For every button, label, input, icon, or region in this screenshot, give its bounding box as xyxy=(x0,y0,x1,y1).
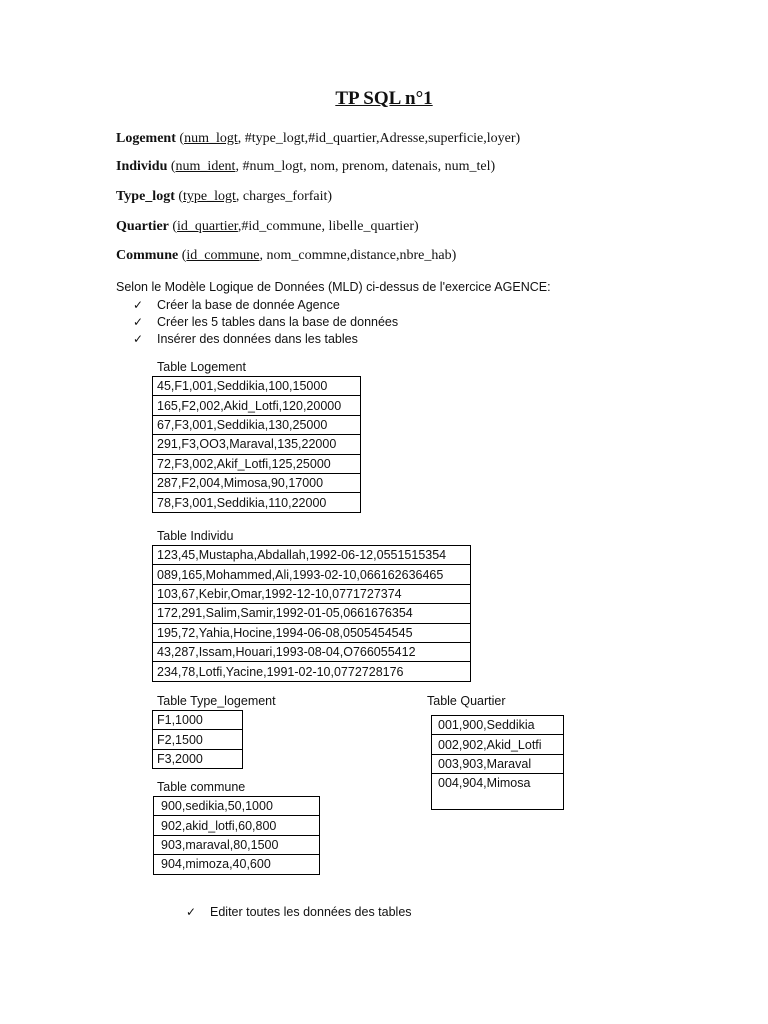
table-row xyxy=(153,565,471,584)
schema-quartier: Quartier (id_quartier,#id_commune, libelle_quartier) xyxy=(116,219,419,234)
table-row xyxy=(153,604,471,623)
task-label: Editer toutes les données des tables xyxy=(210,905,412,919)
task-label: Créer la base de donnée Agence xyxy=(157,297,340,312)
table-row xyxy=(154,835,320,854)
table-cell: 172,291,Salim,Samir,1992-01-05,0661676354 xyxy=(153,604,471,623)
primary-key: num_logt xyxy=(184,131,238,146)
table-row xyxy=(153,546,471,565)
table-cell: 195,72,Yahia,Hocine,1994-06-08,0505454545 xyxy=(153,623,471,642)
table-cell: 123,45,Mustapha,Abdallah,1992-06-12,0551515354 xyxy=(153,546,471,565)
task-list xyxy=(133,296,398,347)
task-item xyxy=(133,296,398,313)
table-row xyxy=(154,797,320,816)
table-cell: F3,2000 xyxy=(153,749,243,768)
table-row xyxy=(432,716,564,735)
table-cell: F2,1500 xyxy=(153,730,243,749)
table-row xyxy=(153,377,361,396)
table-commune-caption: Table commune xyxy=(157,780,246,794)
table-row xyxy=(153,662,471,681)
primary-key: id_quartier xyxy=(177,219,238,234)
table-row xyxy=(153,473,361,492)
relation-name: Logement xyxy=(116,131,176,146)
table-logement-caption: Table Logement xyxy=(157,360,246,374)
primary-key: id_commune xyxy=(186,248,260,263)
table-quartier-caption: Table Quartier xyxy=(427,694,506,708)
table-cell: 45,F1,001,Seddikia,100,15000 xyxy=(153,377,361,396)
table-row xyxy=(154,855,320,874)
relation-name: Quartier xyxy=(116,219,169,234)
table-cell: 903,maraval,80,1500 xyxy=(154,835,320,854)
table-row xyxy=(153,623,471,642)
final-task-item xyxy=(186,905,412,919)
task-item xyxy=(133,313,398,330)
table-cell: 900,sedikia,50,1000 xyxy=(154,797,320,816)
checkmark-icon: ✓ xyxy=(186,905,197,919)
table-cell: 287,F2,004,Mimosa,90,17000 xyxy=(153,473,361,492)
table-cell: 78,F3,001,Seddikia,110,22000 xyxy=(153,493,361,512)
table-row xyxy=(153,415,361,434)
schema-individu: Individu (num_ident, #num_logt, nom, prenom, datenais, num_tel) xyxy=(116,159,496,174)
table-commune xyxy=(153,796,320,875)
checkmark-icon: ✓ xyxy=(133,314,144,329)
table-cell: 165,F2,002,Akid_Lotfi,120,20000 xyxy=(153,396,361,415)
schema-commune: Commune (id_commune, nom_commne,distance,nbre_hab) xyxy=(116,248,457,263)
table-type-logement xyxy=(152,710,243,769)
table-row xyxy=(154,816,320,835)
table-row xyxy=(153,396,361,415)
primary-key: type_logt xyxy=(183,189,236,204)
table-row xyxy=(432,774,564,810)
table-cell: 003,903,Maraval xyxy=(432,754,564,773)
checkmark-icon: ✓ xyxy=(133,331,144,346)
table-individu xyxy=(152,545,471,682)
relation-name: Commune xyxy=(116,248,179,263)
table-cell: 001,900,Seddikia xyxy=(432,716,564,735)
table-cell: 004,904,Mimosa xyxy=(432,774,564,810)
table-quartier xyxy=(431,715,564,810)
primary-key: num_ident xyxy=(175,159,236,174)
table-row xyxy=(153,584,471,603)
table-row xyxy=(153,642,471,661)
table-row xyxy=(153,454,361,473)
table-cell: 904,mimoza,40,600 xyxy=(154,855,320,874)
table-cell: 089,165,Mohammed,Ali,1993-02-10,066162636465 xyxy=(153,565,471,584)
table-row xyxy=(432,754,564,773)
table-row xyxy=(153,749,243,768)
table-logement xyxy=(152,376,361,513)
task-label: Insérer des données dans les tables xyxy=(157,331,358,346)
schema-logement: Logement (num_logt, #type_logt,#id_quartier,Adresse,superficie,loyer) xyxy=(116,131,521,146)
table-cell: 902,akid_lotfi,60,800 xyxy=(154,816,320,835)
checkmark-icon: ✓ xyxy=(133,297,144,312)
table-row xyxy=(153,730,243,749)
page-title: TP SQL n°1 xyxy=(335,88,433,109)
instructions-intro: Selon le Modèle Logique de Données (MLD) ci-dessus de l'exercice AGENCE: xyxy=(116,280,551,294)
table-cell: 002,902,Akid_Lotfi xyxy=(432,735,564,754)
table-type-logement-caption: Table Type_logement xyxy=(157,694,276,708)
table-cell: 72,F3,002,Akif_Lotfi,125,25000 xyxy=(153,454,361,473)
table-row xyxy=(153,493,361,512)
task-label: Créer les 5 tables dans la base de données xyxy=(157,314,399,329)
relation-name: Type_logt xyxy=(116,189,175,204)
table-cell: 103,67,Kebir,Omar,1992-12-10,0771727374 xyxy=(153,584,471,603)
table-row xyxy=(432,735,564,754)
schema-type-logt: Type_logt (type_logt, charges_forfait) xyxy=(116,189,333,204)
table-cell: 43,287,Issam,Houari,1993-08-04,O766055412 xyxy=(153,642,471,661)
table-cell: F1,1000 xyxy=(153,711,243,730)
table-individu-caption: Table Individu xyxy=(157,529,234,543)
task-item xyxy=(133,330,398,347)
table-cell: 234,78,Lotfi,Yacine,1991-02-10,0772728176 xyxy=(153,662,471,681)
table-row xyxy=(153,435,361,454)
relation-name: Individu xyxy=(116,159,168,174)
table-row xyxy=(153,711,243,730)
table-cell: 67,F3,001,Seddikia,130,25000 xyxy=(153,415,361,434)
table-cell: 291,F3,OO3,Maraval,135,22000 xyxy=(153,435,361,454)
